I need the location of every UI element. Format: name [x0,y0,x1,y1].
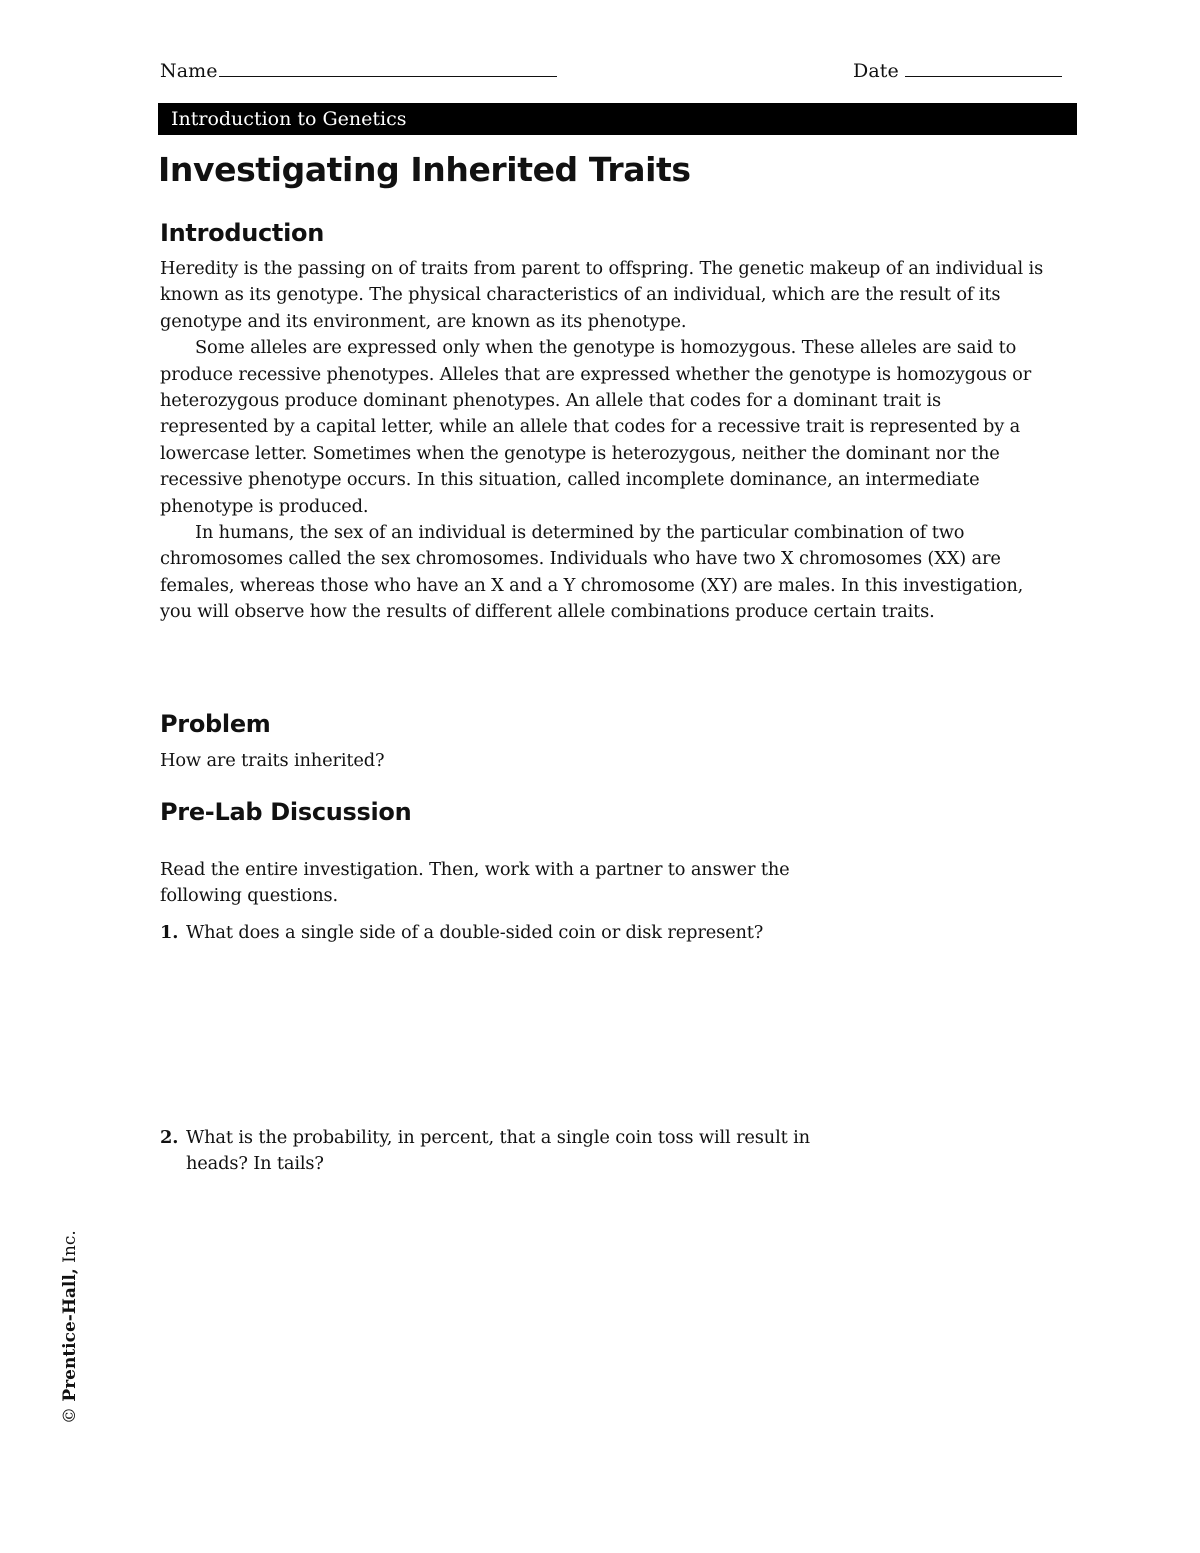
date-field[interactable] [853,58,1062,82]
copyright-notice [60,1230,84,1424]
introduction-heading: Introduction [160,219,324,247]
problem-text: How are traits inherited? [160,750,385,771]
chapter-banner [158,103,1077,135]
question-1-number: 1. [160,922,179,943]
copyright-symbol: © [60,1407,80,1424]
page-title: Investigating Inherited Traits [158,150,691,189]
name-field[interactable] [160,58,557,82]
publisher-suffix: Inc. [60,1230,80,1263]
date-blank-line[interactable] [905,58,1062,77]
chapter-label: Introduction to Genetics [171,108,407,130]
date-label: Date [853,60,899,82]
question-1 [160,920,880,946]
name-label: Name [160,60,218,82]
intro-paragraph-3: In humans, the sex of an individual is determined by the particular combination of two chromosomes called the sex chromosomes. Individuals who have two X chromosomes (XX) are females, whereas those who have an X and a Y chromosome (XY) are males. In this investigation, you will observe how the results of different allele combinations produce certain traits. [160,522,1024,623]
question-1-text: What does a single side of a double-sided coin or disk represent? [186,922,764,943]
question-2-number: 2. [160,1127,179,1148]
prelab-instructions: Read the entire investigation. Then, work with a partner to answer the following questions. [160,859,790,907]
question-2 [160,1125,860,1178]
intro-paragraph-1: Heredity is the passing on of traits from parent to offspring. The genetic makeup of an individual is known as its genotype. The physical characteristics of an individual, which are the result of its genotype and its environment, are known as its phenotype. [160,258,1044,332]
publisher-name: Prentice-Hall, [60,1268,80,1402]
name-blank-line[interactable] [219,58,557,77]
prelab-heading: Pre-Lab Discussion [160,798,412,826]
problem-heading: Problem [160,710,271,738]
question-2-text: What is the probability, in percent, that a single coin toss will result in heads? In tails? [186,1127,810,1175]
introduction-body [160,256,1050,626]
intro-paragraph-2: Some alleles are expressed only when the genotype is homozygous. These alleles are said to produce recessive phenotypes. Alleles that are expressed whether the genotype is homozygous or heterozygous produce dominant phenotypes. An allele that codes for a dominant trait is represented by a capital letter, while an allele that codes for a recessive trait is represented by a lowercase letter. Sometimes when the genotype is heterozygous, neither the dominant nor the recessive phenotype occurs. In this situation, called incomplete dominance, an intermediate phenotype is produced. [160,337,1032,517]
